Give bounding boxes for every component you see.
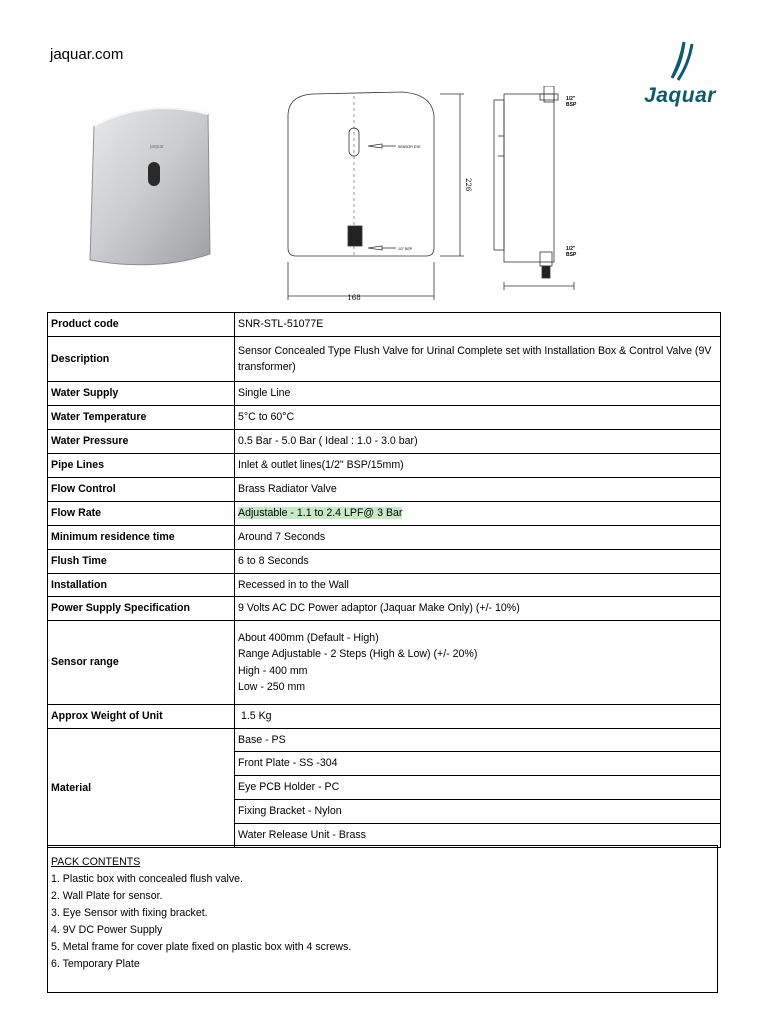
sensor-eye-note: SENSOR EYE [398, 145, 421, 149]
product-photo [86, 104, 216, 269]
spec-label: Installation [48, 574, 235, 597]
material-item: Base - PS [235, 729, 721, 752]
spec-value: 6 to 8 Seconds [235, 550, 721, 574]
table-row [48, 550, 721, 574]
technical-drawing [282, 86, 592, 302]
spec-value: 1.5 Kg [235, 705, 721, 729]
width-dimension: 168 [347, 294, 361, 302]
spec-label: Flush Time [48, 550, 235, 574]
pack-contents [47, 845, 718, 993]
pack-item: 1. Plastic box with concealed flush valve. [51, 873, 243, 885]
spec-label: Material [48, 729, 235, 848]
table-row [48, 502, 721, 526]
spec-label: Flow Control [48, 478, 235, 502]
table-row [48, 597, 721, 621]
pipe-note: 1/2" BSP [398, 247, 413, 251]
table-row [48, 430, 721, 454]
spec-table [47, 312, 721, 848]
pack-item: 3. Eye Sensor with fixing bracket. [51, 907, 208, 919]
pack-heading: PACK CONTENTS [51, 856, 141, 868]
spec-value: SNR-STL-51077E [235, 313, 721, 337]
spec-value: Around 7 Seconds [235, 526, 721, 550]
spec-label: Water Temperature [48, 406, 235, 430]
spec-label: Sensor range [48, 621, 235, 705]
material-item: Front Plate - SS -304 [235, 752, 721, 776]
sensor-range-line: About 400mm (Default - High) [238, 631, 379, 644]
spec-label: Power Supply Specification [48, 597, 235, 621]
table-row [48, 406, 721, 430]
table-row [48, 454, 721, 478]
table-row [48, 705, 721, 729]
table-row [48, 313, 721, 337]
material-item: Fixing Bracket - Nylon [235, 800, 721, 824]
spec-label: Water Pressure [48, 430, 235, 454]
table-row [48, 574, 721, 597]
spec-label: Product code [48, 313, 235, 337]
table-row [48, 526, 721, 550]
spec-value: 0.5 Bar - 5.0 Bar ( Ideal : 1.0 - 3.0 bar) [235, 430, 721, 454]
flow-rate-highlight: Adjustable - 1.1 to 2.4 LPF@ 3 Bar [238, 507, 403, 520]
table-row [48, 478, 721, 502]
spec-value: 9 Volts AC DC Power adaptor (Jaquar Make Only) (+/- 10%) [235, 597, 721, 621]
spec-value [235, 621, 721, 705]
spec-value: Sensor Concealed Type Flush Valve for Urinal Complete set with Installation Box & Control Valve (9V transformer) [235, 337, 721, 382]
height-dimension: 226 [464, 178, 472, 192]
spec-label: Pipe Lines [48, 454, 235, 478]
pack-item: 2. Wall Plate for sensor. [51, 890, 163, 902]
spec-label: Water Supply [48, 382, 235, 406]
material-item: Water Release Unit - Brass [235, 824, 721, 848]
logo-wordmark: Jaquar [644, 84, 716, 107]
table-row [48, 621, 721, 705]
jaquar-logo [638, 40, 722, 112]
spec-value: Recessed in to the Wall [235, 574, 721, 597]
site-url: jaquar.com [50, 46, 124, 63]
side-top-note: 1/2" BSP [566, 96, 577, 108]
spec-value: Inlet & outlet lines(1/2" BSP/15mm) [235, 454, 721, 478]
spec-value [235, 502, 721, 526]
table-row [48, 337, 721, 382]
side-bottom-note: 1/2" BSP [566, 246, 577, 258]
svg-text:jaquar: jaquar [150, 144, 164, 150]
table-row [48, 382, 721, 406]
material-item: Eye PCB Holder - PC [235, 776, 721, 800]
spec-value: Single Line [235, 382, 721, 406]
sensor-range-line: High - 400 mm [238, 664, 308, 677]
table-row [48, 729, 721, 752]
spec-value: 5°C to 60°C [235, 406, 721, 430]
sensor-range-line: Range Adjustable - 2 Steps (High & Low) (+/- 20%) [238, 648, 478, 661]
spec-label: Description [48, 337, 235, 382]
spec-value: Brass Radiator Valve [235, 478, 721, 502]
spec-label: Approx Weight of Unit [48, 705, 235, 729]
spec-label: Flow Rate [48, 502, 235, 526]
logo-mark-icon [638, 40, 722, 88]
sensor-range-line: Low - 250 mm [238, 680, 306, 693]
spec-label: Minimum residence time [48, 526, 235, 550]
pack-item: 6. Temporary Plate [51, 958, 140, 970]
pack-item: 4. 9V DC Power Supply [51, 924, 163, 936]
pack-item: 5. Metal frame for cover plate fixed on plastic box with 4 screws. [51, 941, 352, 953]
